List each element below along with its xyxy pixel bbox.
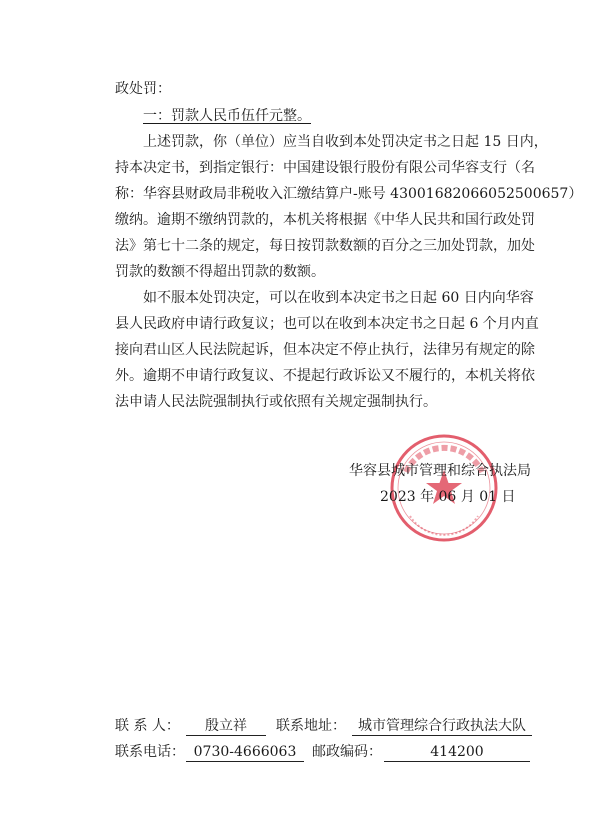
address-value: 城市管理综合行政执法大队 [358, 718, 526, 734]
issue-date: 2023 年 06 月 01 日 [380, 489, 516, 505]
phone-label: 联系电话： [115, 744, 185, 760]
contact-underline [186, 735, 266, 736]
postcode-label: 邮政编码： [312, 744, 382, 760]
text-line-3: 上述罚款，你（单位）应当自收到本处罚决定书之日起 15 日内， [143, 134, 548, 150]
text-line-8: 罚款的数额不得超出罚款的数额。 [115, 264, 325, 280]
issuer-name: 华容县城市管理和综合执法局 [349, 463, 531, 479]
phone-value: 0730-4666063 [193, 744, 297, 760]
contact-label: 联 系 人： [115, 718, 180, 734]
text-line-11: 接向君山区人民法院起诉，但本决定不停止执行，法律另有规定的除 [115, 342, 535, 358]
text-line-5: 称：华容县财政局非税收入汇缴结算户-账号 43001682066052500657） [115, 186, 583, 202]
address-underline [352, 735, 532, 736]
text-line-7: 法》第七十二条的规定，每日按罚款数额的百分之三加处罚款，加处 [115, 238, 535, 254]
text-line-12: 外。逾期不申请行政复议、不提起行政诉讼又不履行的，本机关将依 [115, 368, 535, 384]
text-line-9: 如不服本处罚决定，可以在收到本决定书之日起 60 日内向华容 [143, 290, 534, 306]
text-line-4: 持本决定书，到指定银行：中国建设银行股份有限公司华容支行（名 [115, 160, 535, 176]
postcode-underline [384, 761, 530, 762]
postcode-value: 414200 [430, 744, 484, 760]
text-line-6: 缴纳。逾期不缴纳罚款的，本机关将根据《中华人民共和国行政处罚 [115, 212, 535, 228]
phone-underline [186, 761, 304, 762]
text-line-13: 法申请人民法院强制执行或依照有关规定强制执行。 [115, 394, 437, 410]
text-line-10: 县人民政府申请行政复议；也可以在收到本决定书之日起 6 个月内直 [115, 316, 539, 332]
text-line-1: 政处罚： [115, 81, 171, 97]
contact-value: 殷立祥 [205, 718, 247, 734]
address-label: 联系地址： [276, 718, 346, 734]
text-line-2: 一：罚款人民币伍仟元整。 [143, 108, 311, 124]
